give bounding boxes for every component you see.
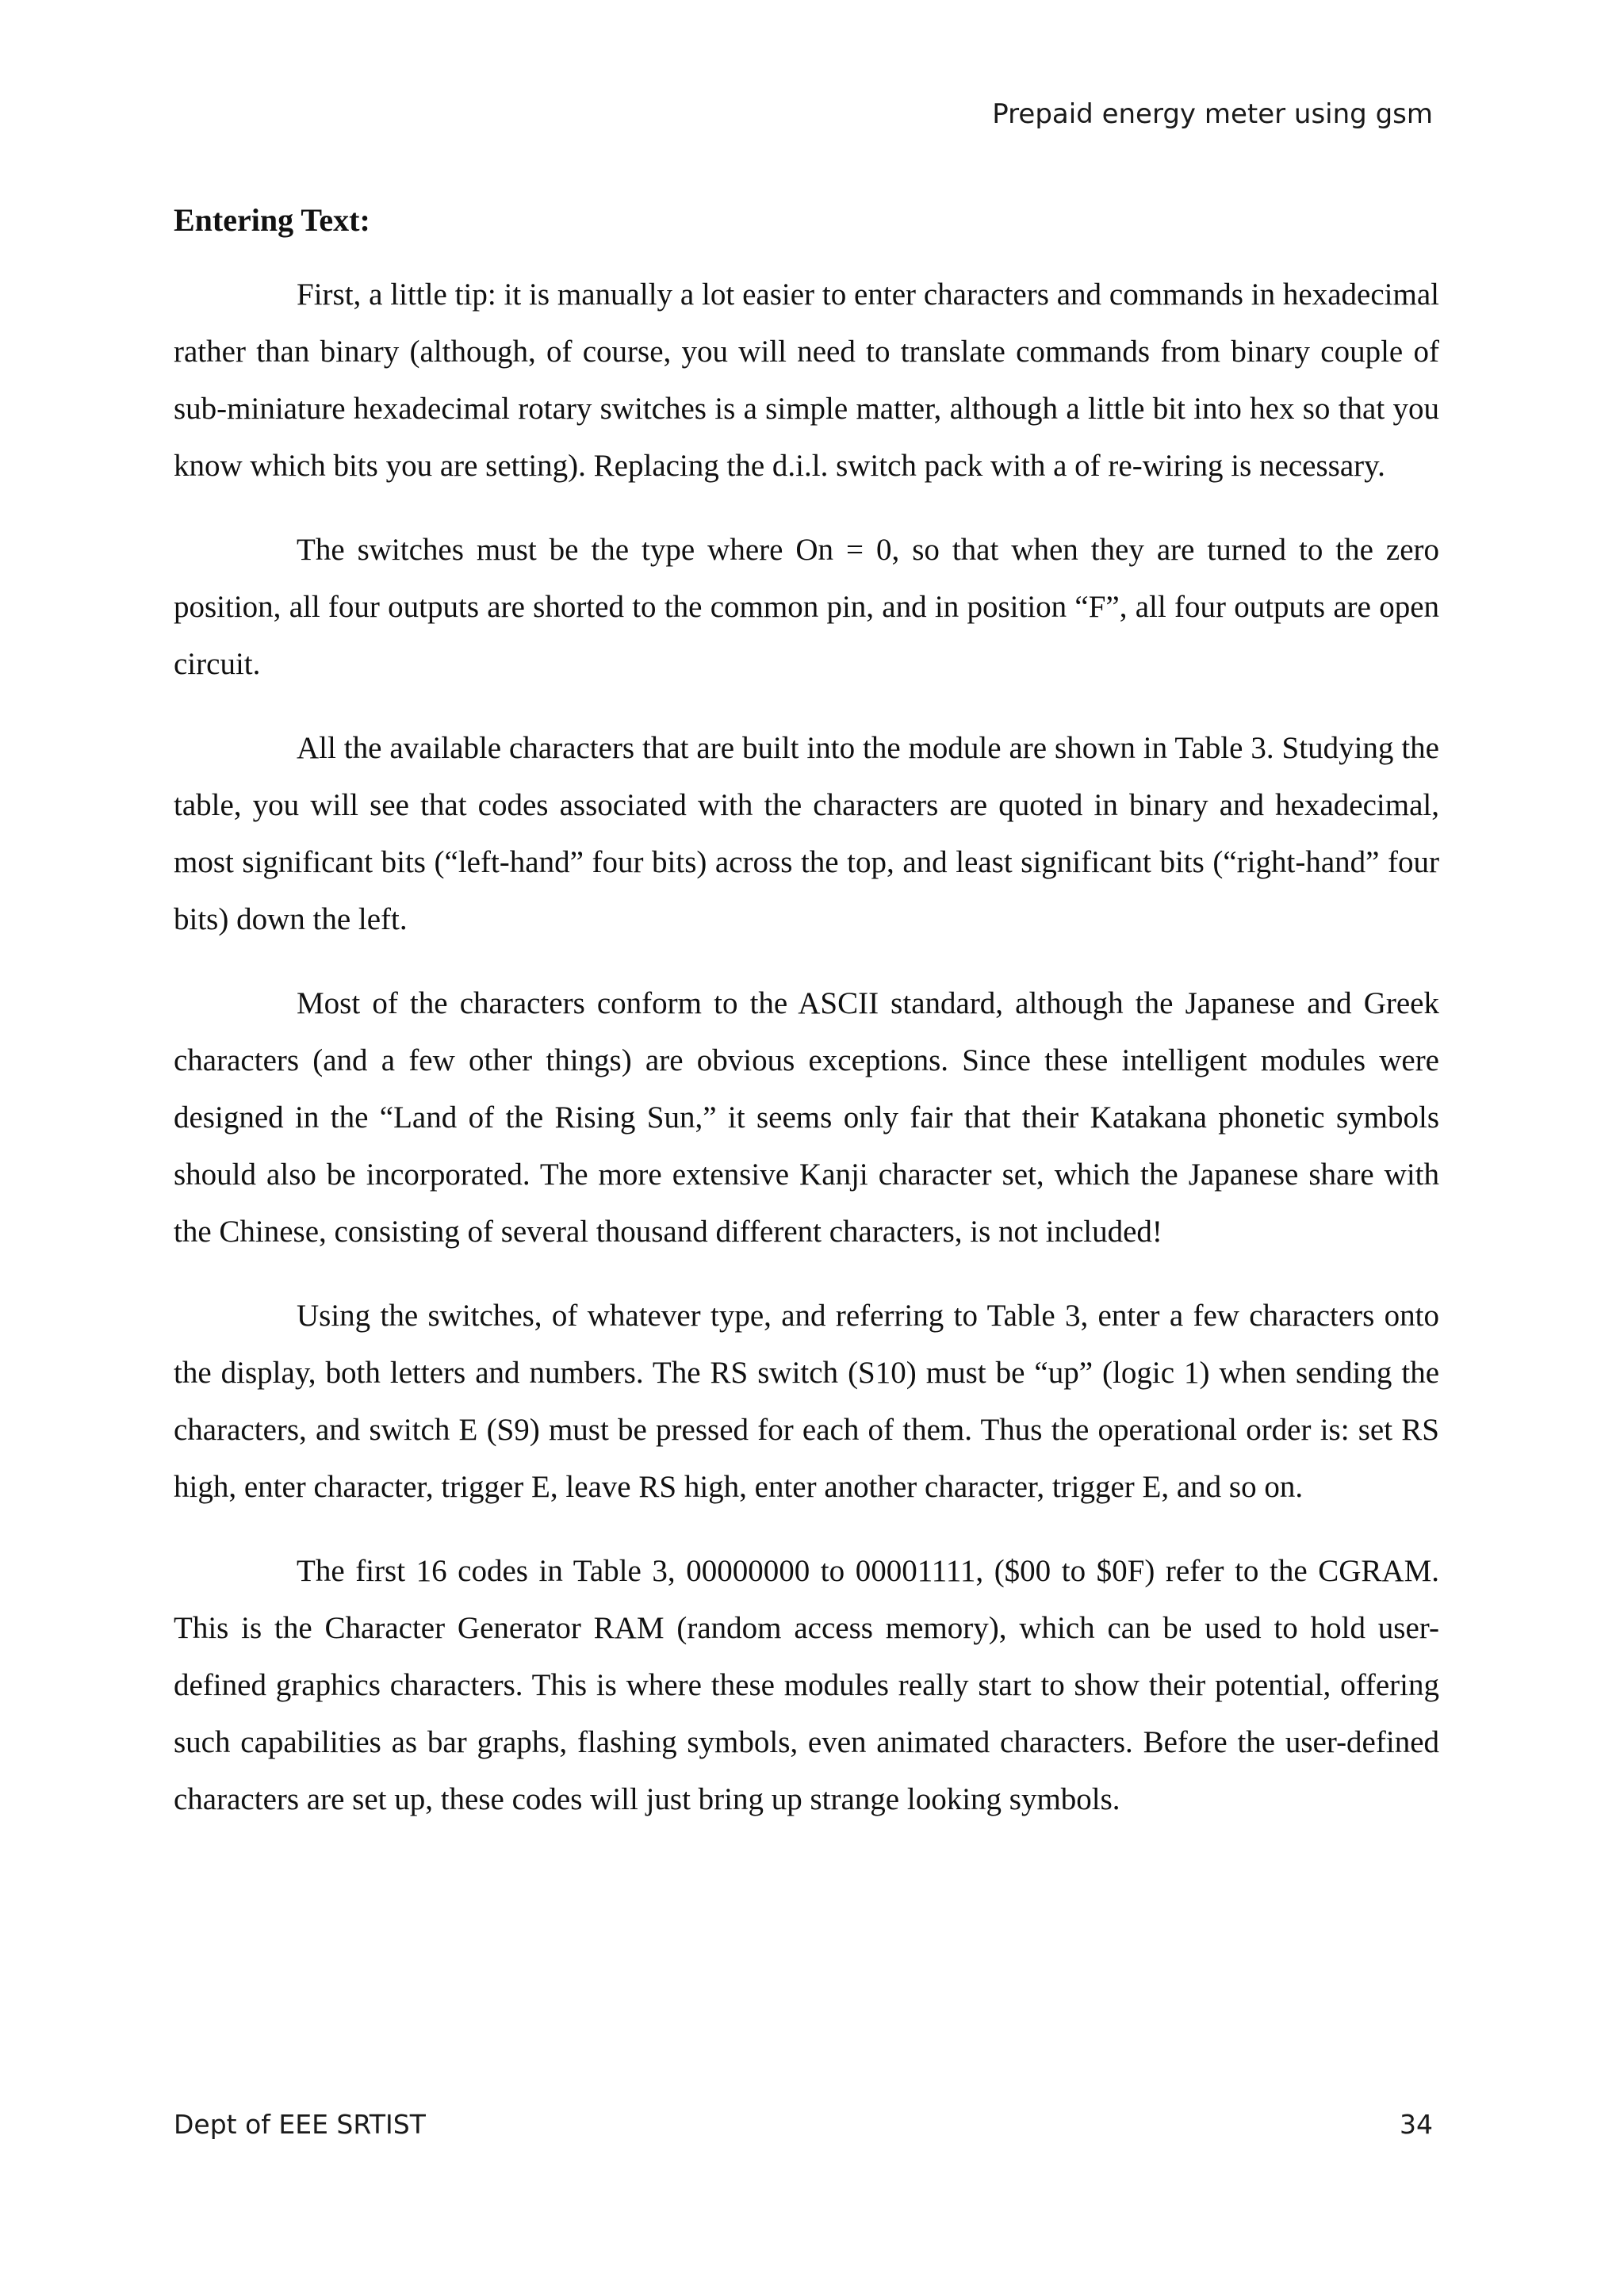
paragraph-using-switches: Using the switches, of whatever type, and referring to Table 3, enter a few characters onto the display, both letters and numbers. The RS switch (S10) must be “up” (logic 1) when sending the characters, and switch E (S9) must be pressed for each of them. Thus the operational order is: set RS high, enter character, trigger E, leave RS high, enter another character, trigger E, and so on. — [174, 1299, 1439, 1504]
paragraph-tip: First, a little tip: it is manually a lot easier to enter characters and commands in hexadecimal rather than binary (although, of course, you will need to translate commands from binary couple of sub-miniature hexadecimal rotary switches is a simple matter, although a little bit into hex so that you know which bits you are setting). Replacing the d.i.l. switch pack with a of re-wiring is necessary. — [174, 277, 1439, 483]
section-heading: Entering Text: — [174, 202, 370, 238]
page-number: 34 — [1400, 2109, 1433, 2140]
footer-department: Dept of EEE SRTIST — [174, 2109, 426, 2140]
paragraph-switches: The switches must be the type where On = 0, so that when they are turned to the zero position, all four outputs are shorted to the common pin, and in position “F”, all four outputs are open circuit. — [174, 533, 1439, 681]
main-content — [174, 198, 1439, 1855]
running-header: Prepaid energy meter using gsm — [992, 98, 1433, 130]
paragraph-ascii: Most of the characters conform to the ASCII standard, although the Japanese and Greek characters (and a few other things) are obvious exceptions. Since these intelligent modules were designed in the “Land of the Rising Sun,” it seems only fair that their Katakana phonetic symbols should also be incorporated. The more extensive Kanji character set, which the Japanese share with the Chinese, consisting of several thousand different characters, is not included! — [174, 986, 1439, 1249]
paragraph-characters: All the available characters that are built into the module are shown in Table 3. Studying the table, you will see that codes associated with the characters are quoted in binary and hexadecimal, most significant bits (“left-hand” four bits) across the top, and least significant bits (“right-hand” four bits) down the left. — [174, 731, 1439, 936]
paragraph-cgram: The first 16 codes in Table 3, 00000000 to 00001111, ($00 to $0F) refer to the CGRAM. This is the Character Generator RAM (random access memory), which can be used to hold user-defined graphics characters. This is where these modules really start to show their potential, offering such capabilities as bar graphs, flashing symbols, even animated characters. Before the user-defined characters are set up, these codes will just bring up strange looking symbols. — [174, 1554, 1439, 1816]
